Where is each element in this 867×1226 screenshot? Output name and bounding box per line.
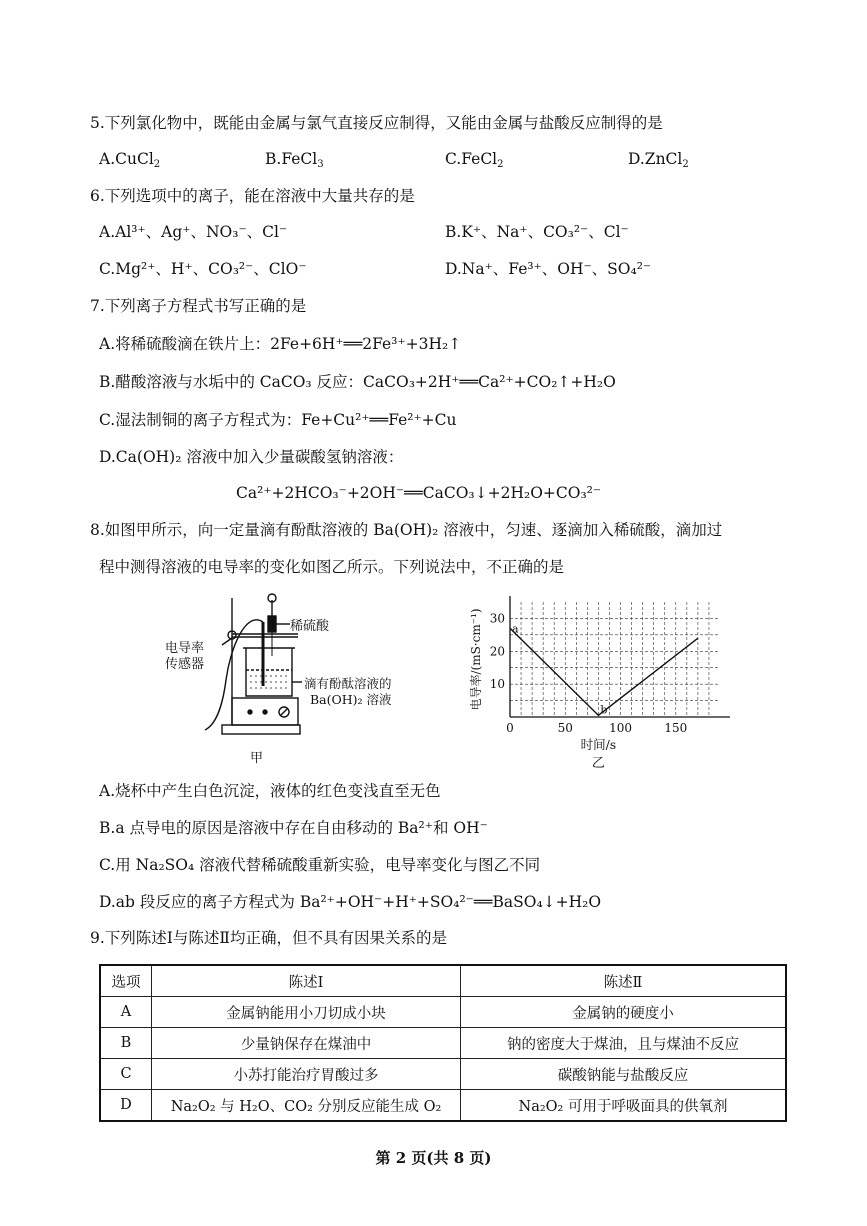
- q8-option-d: D.ab 段反应的离子方程式为 Ba²⁺+OH⁻+H⁺+SO₄²⁻══BaSO₄↓+H₂O: [99, 893, 602, 911]
- solution-label-1: 滴有酚酞溶液的: [304, 676, 392, 691]
- table-header-row: [100, 965, 786, 997]
- table-row: [100, 1090, 786, 1122]
- q7-option-b: B.醋酸溶液与水垢中的 CaCO₃ 反应：CaCO₃+2H⁺══Ca²⁺+CO₂↑+H₂O: [99, 373, 616, 391]
- table-cell: 钠的密度大于煤油，且与煤油不反应: [461, 1028, 787, 1059]
- q7-option-d-equation: Ca²⁺+2HCO₃⁻+2OH⁻══CaCO₃↓+2H₂O+CO₃²⁻: [236, 484, 602, 502]
- table-cell: Na₂O₂ 与 H₂O、CO₂ 分别反应能生成 O₂: [152, 1090, 461, 1122]
- series-line: [510, 628, 698, 715]
- table-cell: A: [100, 997, 152, 1028]
- q6-option-b: B.K⁺、Na⁺、CO₃²⁻、Cl⁻: [445, 223, 629, 241]
- y-axis-label: 电导率/(mS·cm⁻¹): [469, 608, 483, 711]
- table-cell: D: [100, 1090, 152, 1122]
- q9-stem: 9.下列陈述Ⅰ与陈述Ⅱ均正确，但不具有因果关系的是: [90, 929, 447, 947]
- acid-label: 稀硫酸: [290, 619, 330, 634]
- table-header-cell: 选项: [100, 965, 152, 997]
- q6-stem: 6.下列选项中的离子，能在溶液中大量共存的是: [90, 187, 415, 205]
- table-cell: Na₂O₂ 可用于呼吸面具的供氧剂: [461, 1090, 787, 1122]
- table-cell: C: [100, 1059, 152, 1090]
- x-tick-label: 100: [609, 721, 632, 735]
- q8-option-a: A.烧杯中产生白色沉淀，液体的红色变浅直至无色: [99, 782, 441, 800]
- q7-option-c: C.湿法制铜的离子方程式为：Fe+Cu²⁺══Fe²⁺+Cu: [99, 411, 457, 429]
- figure-jia-caption: 甲: [250, 751, 264, 766]
- page-footer: 第 2 页(共 8 页): [375, 1149, 492, 1167]
- q8-option-c: C.用 Na₂SO₄ 溶液代替稀硫酸重新实验，电导率变化与图乙不同: [99, 856, 541, 874]
- y-tick-label: 20: [489, 644, 505, 659]
- table-cell: B: [100, 1028, 152, 1059]
- q7-option-d: D.Ca(OH)₂ 溶液中加入少量碳酸氢钠溶液：: [99, 448, 404, 466]
- y-tick-label: 30: [489, 611, 505, 626]
- sensor-label-2: 传感器: [165, 657, 205, 672]
- table-header-cell: 陈述Ⅰ: [152, 965, 461, 997]
- x-axis-label: 时间/s: [580, 737, 617, 752]
- beaker: [246, 648, 292, 696]
- x-tick-label: 150: [664, 721, 688, 735]
- q6-option-a: A.Al³⁺、Ag⁺、NO₃⁻、Cl⁻: [99, 223, 288, 241]
- q5-option-c: C.FeCl$_2$: [445, 150, 504, 170]
- q8-stem-line2: 程中测得溶液的电导率的变化如图乙所示。下列说法中，不正确的是: [99, 558, 565, 576]
- q5-stem: 5.下列氯化物中，既能由金属与氯气直接反应制得，又能由金属与盐酸反应制得的是: [90, 114, 663, 132]
- table-header-cell: 陈述Ⅱ: [461, 965, 787, 997]
- q6-option-d: D.Na⁺、Fe³⁺、OH⁻、SO₄²⁻: [445, 260, 652, 278]
- table-row: [100, 1059, 786, 1090]
- q5-option-b: B.FeCl$_3$: [265, 150, 324, 170]
- q8-option-b: B.a 点导电的原因是溶液中存在自由移动的 Ba²⁺和 OH⁻: [99, 819, 488, 837]
- q7-stem: 7.下列离子方程式书写正确的是: [90, 297, 307, 315]
- q5-option-a: A.CuCl$_2$: [99, 150, 161, 170]
- point-label-a: a: [512, 622, 519, 636]
- x-tick-label: 0: [506, 721, 514, 735]
- table-cell: 金属钠的硬度小: [461, 997, 787, 1028]
- q5-option-d: D.ZnCl$_2$: [628, 150, 689, 170]
- q8-stem-line1: 8.如图甲所示，向一定量滴有酚酞溶液的 Ba(OH)₂ 溶液中，匀速、逐滴加入稀硫酸，滴加过: [90, 521, 723, 539]
- solution-label-2: Ba(OH)₂ 溶液: [310, 692, 392, 707]
- x-tick-label: 50: [557, 721, 573, 735]
- q6-option-c: C.Mg²⁺、H⁺、CO₃²⁻、ClO⁻: [99, 260, 307, 278]
- y-tick-label: 10: [489, 677, 505, 692]
- dropper: [268, 616, 276, 632]
- table-row: [100, 1028, 786, 1059]
- q9-table: [99, 964, 787, 1122]
- q7-option-a: A.将稀硫酸滴在铁片上：2Fe+6H⁺══2Fe³⁺+3H₂↑: [99, 335, 462, 353]
- point-label-b: b: [600, 703, 608, 717]
- table-cell: 小苏打能治疗胃酸过多: [152, 1059, 461, 1090]
- figure-yi-caption: 乙: [591, 756, 605, 770]
- stand-base: [222, 725, 300, 734]
- table-cell: 碳酸钠能与盐酸反应: [461, 1059, 787, 1090]
- figure-yi-chart: [460, 590, 740, 770]
- table-cell: 金属钠能用小刀切成小块: [152, 997, 461, 1028]
- sensor-label-1: 电导率: [165, 641, 205, 656]
- figure-jia-apparatus: [150, 590, 440, 770]
- table-cell: 少量钠保存在煤油中: [152, 1028, 461, 1059]
- table-row: [100, 997, 786, 1028]
